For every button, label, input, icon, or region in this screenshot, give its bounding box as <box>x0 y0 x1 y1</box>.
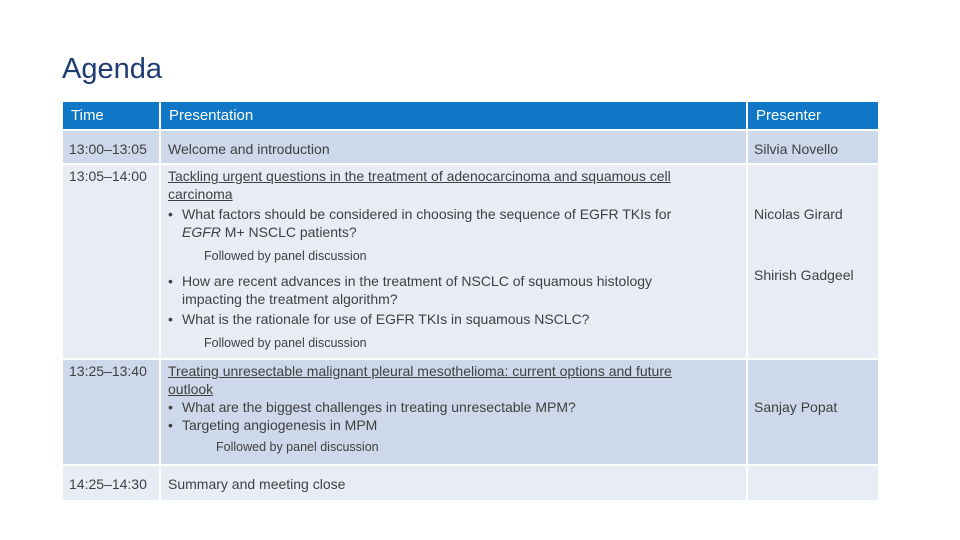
bullet-text: What factors should be considered in choosing the sequence of EGFR TKIs for <box>182 206 672 222</box>
row-2-time-cell <box>63 165 159 358</box>
presentation-title: Summary and meeting close <box>168 476 346 492</box>
bullet-text: What is the rationale for use of EGFR TKIs in squamous NSCLC? <box>182 311 590 327</box>
followed-by-note: Followed by panel discussion <box>216 440 379 454</box>
row-2-presentation-cell <box>161 165 746 358</box>
presenter-name: Silvia Novello <box>754 141 839 157</box>
presenter-name: Shirish Gadgeel <box>754 267 854 283</box>
topic-title-continued: outlook <box>168 381 214 397</box>
row-time: 13:05–14:00 <box>69 168 147 184</box>
bullet-marker: • <box>168 273 173 289</box>
bullet-text: How are recent advances in the treatment of NSCLC of squamous histology <box>182 273 653 289</box>
bullet-text: What are the biggest challenges in treating unresectable MPM? <box>182 399 576 415</box>
row-time: 13:25–13:40 <box>69 363 147 379</box>
row-1-presentation-cell <box>161 131 746 163</box>
followed-by-note: Followed by panel discussion <box>204 336 367 350</box>
row-1-time-cell <box>63 131 159 163</box>
bullet-text: Targeting angiogenesis in MPM <box>182 417 378 433</box>
header-presentation: Presentation <box>161 102 746 129</box>
presenter-name: Nicolas Girard <box>754 206 843 222</box>
row-time: 13:00–13:05 <box>69 141 147 157</box>
topic-title: Treating unresectable malignant pleural mesothelioma: current options and future <box>168 363 672 379</box>
agenda-table <box>63 102 878 500</box>
bullet-text-continued: EGFR M+ NSCLC patients? <box>182 224 357 240</box>
row-4-presentation-cell <box>161 466 746 500</box>
presenter-name: Sanjay Popat <box>754 399 838 415</box>
row-4-time-cell <box>63 466 159 500</box>
bullet-marker: • <box>168 206 173 222</box>
bullet-marker: • <box>168 311 173 327</box>
page-title: Agenda <box>62 53 162 85</box>
row-3-time-cell <box>63 360 159 464</box>
presentation-title: Welcome and introduction <box>168 141 330 157</box>
bullet-marker: • <box>168 417 173 433</box>
header-presenter: Presenter <box>748 102 878 129</box>
bullet-text-continued: impacting the treatment algorithm? <box>182 291 398 307</box>
header-time: Time <box>63 102 159 129</box>
bullet-marker: • <box>168 399 173 415</box>
followed-by-note: Followed by panel discussion <box>204 249 367 263</box>
topic-title: Tackling urgent questions in the treatment of adenocarcinoma and squamous cell <box>168 168 671 184</box>
row-time: 14:25–14:30 <box>69 476 147 492</box>
topic-title-continued: carcinoma <box>168 186 233 202</box>
row-3-presenter-cell <box>748 360 878 464</box>
row-2-presenter-cell <box>748 165 878 358</box>
row-3-presentation-cell <box>161 360 746 464</box>
row-4-presenter-cell <box>748 466 878 500</box>
row-1-presenter-cell <box>748 131 878 163</box>
